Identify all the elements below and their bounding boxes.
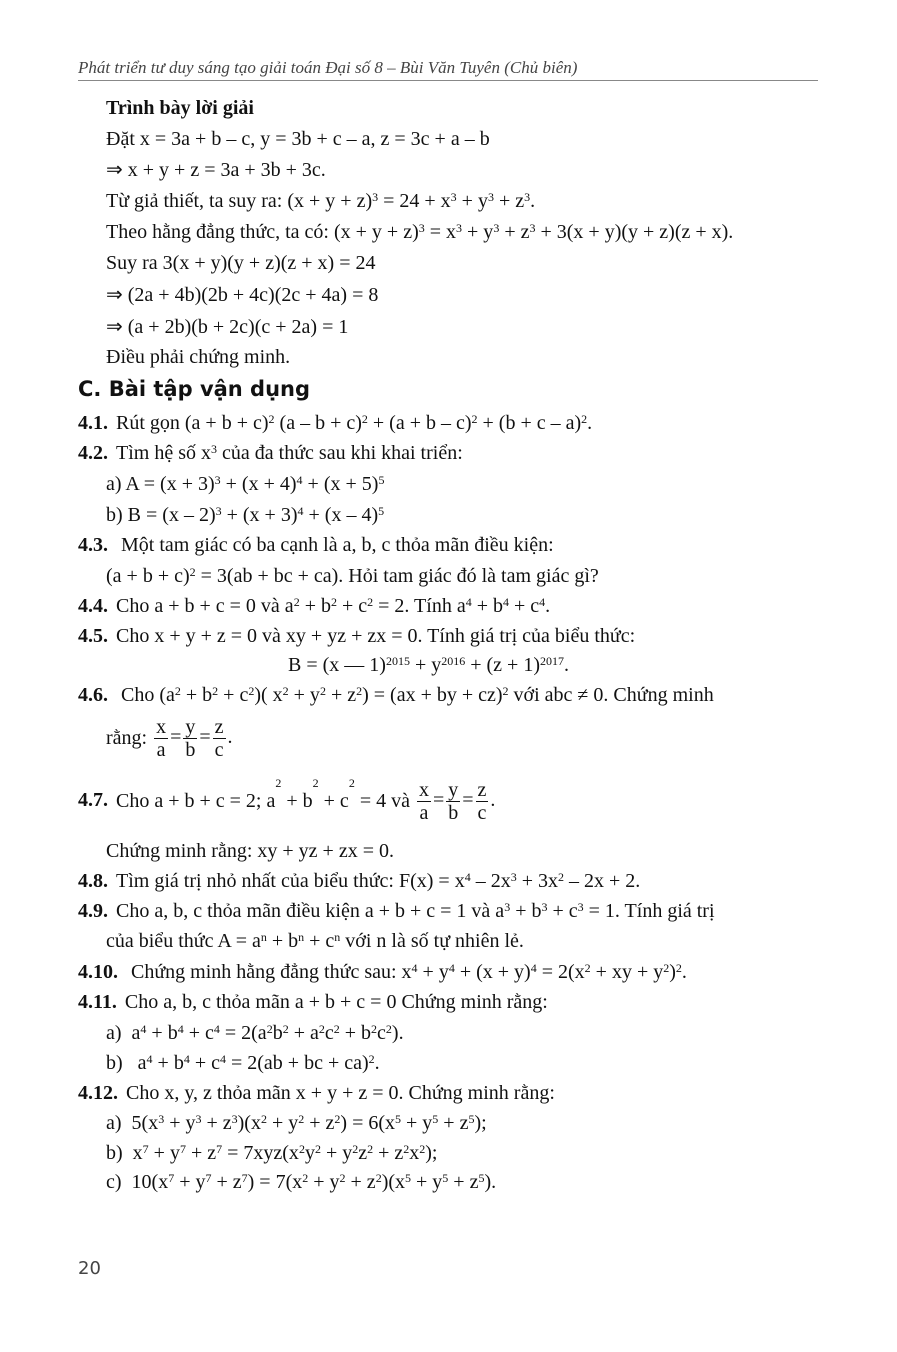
- solution-line: ⇒ (2a + 4b)(2b + 4c)(2c + 4a) = 8: [106, 284, 379, 306]
- solution-line: Theo hằng đẳng thức, ta có: $(x + y + z)^3 = x^3 + y^3 + z^3 + 3(x + y)(y + z)(z + x)$.: [106, 221, 734, 243]
- exercise-text: rằng:: [106, 727, 148, 749]
- fraction: $\frac{z}{c}$: [214, 716, 224, 761]
- solution-line: ⇒ (a + 2b)(b + 2c)(c + 2a) = 1: [106, 316, 349, 338]
- fraction: $\frac{y}{b}$: [185, 716, 196, 761]
- exercise-number: 4.6.: [78, 684, 108, 706]
- section-title: C. Bài tập vận dụng: [78, 377, 311, 401]
- fraction: $\frac{x}{a}$: [156, 716, 167, 761]
- exercise-line: $(a + b + c)^2 = 3(ab$ + bc + ca). Hỏi tam giác đó là tam giác gì?: [106, 565, 599, 587]
- exercise-number: 4.7.: [78, 789, 108, 812]
- solution-line: Đặt x = 3a + b – c, y = 3b + c – a, z = 3c + a – b: [106, 128, 490, 150]
- exercise-4-12: [78, 1081, 555, 1105]
- exercise-part: b) $B = (x - 2)^3 + (x + 3)^4 + (x - 4)^5$: [106, 504, 385, 526]
- solution-line: Từ giả thiết, ta suy ra: $(x + y + z)^3 = 24 + x^3 + y^3 + z^3$.: [106, 190, 536, 212]
- exercise-part: c) $10(x^7 + y^7 + z^7) = 7(x^2 + y^2 + z^2)(x^5 + y^5 + z^5)$.: [106, 1171, 497, 1193]
- exercise-number: 4.3.: [78, 534, 108, 556]
- exercise-formula: rằng: $\frac{x}{a}$ = $\frac{y}{b}$ = $\frac{z}{c}$ .: [106, 716, 233, 761]
- exercise-number: 4.5.: [78, 625, 108, 647]
- exercise-number: 4.8.: [78, 870, 108, 892]
- exercise-4-3: [78, 533, 554, 557]
- fraction: $\frac{z}{c}$: [477, 779, 487, 824]
- fraction: $\frac{x}{a}$: [418, 779, 429, 824]
- exercise-4-8: 4.8. Tìm giá trị nhỏ nhất của biểu thức: $F(x) = x^4 - 2x^3 + 3x^2 - 2x + 2$.: [78, 870, 641, 892]
- solution-heading: Trình bày lời giải: [106, 97, 254, 119]
- exercise-4-5: 4.5. Cho x + y + z = 0 và xy + yz + zx = 0. Tính giá trị của biểu thức:: [78, 625, 636, 647]
- exercise-4-1: 4.1. Rút gọn $(a + b + c)^2$ $(a - b + c)^2 + (a + b - c)^2 + (b + c - a)^2$.: [78, 412, 593, 434]
- exercise-part: a) $5(x^3 + y^3 + z^3)(x^2 + y^2 + z^2) = 6(x^5 + y^5 + z^5)$;: [106, 1112, 487, 1134]
- solution-line: Suy ra 3(x + y)(y + z)(z + x) = 24: [106, 252, 376, 274]
- exercise-number: 4.1.: [78, 412, 108, 434]
- exercise-number: 4.12.: [78, 1082, 118, 1104]
- exercise-number: 4.11.: [78, 991, 117, 1013]
- exercise-4-7: 4.7. Cho a + b + c = 2; $a^2 + b^2 + c^2 = 4$ và $\frac{x}{a}$ = $\frac{y}{b}$ = $\frac{z}{c}$ .: [78, 775, 496, 824]
- page-number: 20: [78, 1258, 101, 1279]
- solution-line: Điều phải chứng minh.: [106, 346, 291, 368]
- exercise-part: b) $a^4 + b^4 + c^4 = 2(ab$ + bc + ca)$^2$.: [106, 1052, 380, 1074]
- solution-line: ⇒ x + y + z = 3a + 3b + 3c.: [106, 159, 326, 181]
- exercise-4-2: 4.2. Tìm hệ số $x^3$ của đa thức sau khi khai triển:: [78, 442, 463, 464]
- exercise-number: 4.2.: [78, 442, 108, 464]
- exercise-part: a) $a^4 + b^4 + c^4 = 2(a^2b^2 + a^2c^2 + b^2c^2)$.: [106, 1022, 404, 1044]
- exercise-4-4: 4.4. Cho a + b + c = 0 và $a^2 + b^2 + c^2 = 2$. Tính $a^4 + b^4 + c^4$.: [78, 595, 551, 617]
- exercise-4-6: 4.6. Cho $(a^2 + b^2 + c^2)$( $x^2 + y^2 + z^2) = (ax$ + by + cz)$^2$ với abc ≠ 0. Chứng minh: [78, 684, 714, 706]
- exercise-number: 4.10.: [78, 961, 118, 983]
- exercise-line: của biểu thức $A = a^n + b^n + c^n$ với n là số tự nhiên lẻ.: [106, 930, 524, 952]
- exercise-text: Một tam giác có ba cạnh là a, b, c thỏa mãn điều kiện:: [121, 534, 554, 556]
- exercise-number: 4.9.: [78, 900, 108, 922]
- header-rule: [78, 80, 818, 81]
- exercise-line: Chứng minh rằng: xy + yz + zx = 0.: [106, 840, 394, 862]
- exercise-text: Cho x, y, z thỏa mãn x + y + z = 0. Chứng minh rằng:: [126, 1082, 555, 1104]
- exercise-part: a) $A = (x + 3)^3 + (x + 4)^4 + (x + 5)^5$: [106, 473, 385, 495]
- exercise-formula: B = (x — $1)^{2015} + y^{2016} + (z + 1)^{2017}$.: [288, 654, 569, 676]
- exercise-4-11: [78, 990, 548, 1014]
- exercise-part: b) $x^7 + y^7 + z^7 = 7xyz(x^2y^2 + y^2z^2 + z^2x^2)$;: [106, 1142, 438, 1164]
- exercise-number: 4.4.: [78, 595, 108, 617]
- exercise-4-10: 4.10. Chứng minh hằng đẳng thức sau: $x^4 + y^4 + (x + y)^4 = 2(x^2$ + xy + $y^2)^2$.: [78, 961, 687, 983]
- running-header: Phát triển tư duy sáng tạo giải toán Đại số 8 – Bùi Văn Tuyên (Chủ biên): [78, 58, 578, 77]
- exercise-text: Cho a, b, c thỏa mãn a + b + c = 0 Chứng minh rằng:: [124, 991, 548, 1013]
- fraction: $\frac{y}{b}$: [448, 779, 459, 824]
- exercise-4-9: 4.9. Cho a, b, c thỏa mãn điều kiện a + b + c = 1 và $a^3 + b^3 + c^3 = 1$. Tính giá trị: [78, 900, 715, 922]
